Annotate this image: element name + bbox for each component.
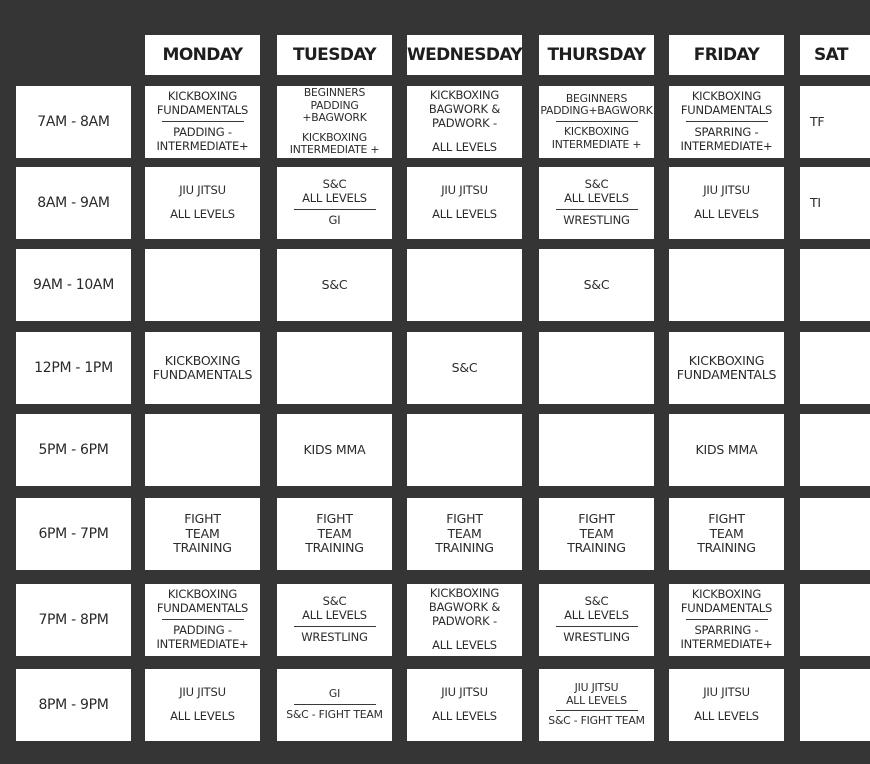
class-slot-thursday-7am-8am — [539, 86, 654, 158]
class-name: S&C — [451, 359, 478, 375]
empty-slot-wednesday-9am-10am — [407, 249, 522, 321]
class-divider — [686, 121, 768, 123]
class-name: S&C - FIGHT TEAM — [286, 708, 383, 722]
day-header-monday — [145, 35, 260, 75]
class-name: KICKBOXING INTERMEDIATE + — [551, 125, 642, 151]
class-slot-wednesday-8am-9am — [407, 167, 522, 239]
class-slot-wednesday-6pm-7pm — [407, 498, 522, 570]
class-name: FIGHT TEAM TRAINING — [305, 511, 364, 556]
day-label: TUESDAY — [292, 45, 376, 65]
class-slot-monday-8am-9am — [145, 167, 260, 239]
class-name: KICKBOXING INTERMEDIATE + — [289, 130, 380, 157]
empty-slot-thursday-12pm-1pm — [539, 332, 654, 404]
class-name: GI — [328, 687, 341, 701]
time-label: 7AM - 8AM — [37, 114, 110, 130]
class-name: S&C ALL LEVELS — [302, 177, 367, 205]
class-name: JIU JITSU — [179, 183, 226, 198]
time-label: 12PM - 1PM — [34, 360, 113, 376]
class-name: S&C ALL LEVELS — [564, 594, 629, 622]
day-label: FRIDAY — [693, 45, 760, 65]
empty-slot-friday-9am-10am — [669, 249, 784, 321]
class-divider — [162, 619, 244, 621]
class-divider — [556, 626, 638, 628]
class-slot-wednesday-7pm-8pm — [407, 584, 522, 656]
empty-slot-tuesday-12pm-1pm — [277, 332, 392, 404]
time-label: 8AM - 9AM — [37, 195, 110, 211]
class-name: FIGHT TEAM TRAINING — [173, 511, 232, 556]
class-name: S&C - FIGHT TEAM — [548, 714, 645, 728]
empty-slot-sat-12pm-1pm — [800, 332, 870, 404]
class-slot-friday-5pm-6pm — [669, 414, 784, 486]
class-divider — [162, 121, 244, 123]
time-label: 5PM - 6PM — [38, 442, 109, 458]
empty-slot-sat-7pm-8pm — [800, 584, 870, 656]
class-name: ALL LEVELS — [170, 207, 235, 221]
class-name: KICKBOXING FUNDAMENTALS — [152, 352, 253, 382]
class-slot-wednesday-12pm-1pm — [407, 332, 522, 404]
class-name: ALL LEVELS — [432, 139, 497, 154]
class-name: KIDS MMA — [695, 441, 758, 457]
class-slot-friday-6pm-7pm — [669, 498, 784, 570]
class-slot-thursday-8pm-9pm — [539, 669, 654, 741]
class-name: TI — [810, 194, 821, 210]
time-slot-8pm-9pm — [16, 669, 131, 741]
class-name: ALL LEVELS — [432, 207, 497, 221]
class-name: BEGINNERS PADDING+BAGWORK — [540, 91, 653, 118]
class-divider — [294, 626, 376, 628]
empty-slot-monday-5pm-6pm — [145, 414, 260, 486]
class-name: KICKBOXING FUNDAMENTALS — [680, 89, 773, 117]
class-slot-tuesday-6pm-7pm — [277, 498, 392, 570]
empty-slot-sat-8pm-9pm — [800, 669, 870, 741]
day-header-wednesday — [407, 35, 522, 75]
class-name: SPARRING - INTERMEDIATE+ — [680, 623, 773, 652]
class-slot-friday-7am-8am — [669, 86, 784, 158]
time-slot-6pm-7pm — [16, 498, 131, 570]
class-divider — [556, 710, 638, 712]
class-slot-tuesday-8pm-9pm — [277, 669, 392, 741]
class-slot-wednesday-8pm-9pm — [407, 669, 522, 741]
day-header-sat — [800, 35, 870, 75]
class-slot-thursday-9am-10am — [539, 249, 654, 321]
class-name: ALL LEVELS — [432, 637, 497, 652]
class-slot-monday-8pm-9pm — [145, 669, 260, 741]
day-label: WEDNESDAY — [406, 45, 523, 65]
class-divider — [686, 619, 768, 621]
time-slot-7pm-8pm — [16, 584, 131, 656]
class-slot-wednesday-7am-8am — [407, 86, 522, 158]
class-slot-monday-7pm-8pm — [145, 584, 260, 656]
class-slot-monday-6pm-7pm — [145, 498, 260, 570]
class-name: WRESTLING — [301, 630, 368, 645]
empty-slot-sat-5pm-6pm — [800, 414, 870, 486]
class-slot-friday-12pm-1pm — [669, 332, 784, 404]
class-name: PADDING - INTERMEDIATE+ — [156, 125, 249, 154]
class-name: KICKBOXING FUNDAMENTALS — [680, 587, 773, 615]
day-label: MONDAY — [162, 45, 243, 65]
class-slot-sat-8am-9am — [800, 167, 870, 239]
class-name: KICKBOXING FUNDAMENTALS — [156, 587, 249, 615]
class-slot-thursday-8am-9am — [539, 167, 654, 239]
class-name: ALL LEVELS — [170, 709, 235, 723]
time-slot-9am-10am — [16, 249, 131, 321]
class-slot-thursday-6pm-7pm — [539, 498, 654, 570]
class-name: TF — [810, 113, 825, 129]
class-name: S&C ALL LEVELS — [302, 594, 367, 622]
class-slot-friday-7pm-8pm — [669, 584, 784, 656]
class-slot-tuesday-8am-9am — [277, 167, 392, 239]
class-name: ALL LEVELS — [694, 207, 759, 221]
class-name: WRESTLING — [563, 630, 630, 645]
class-slot-friday-8pm-9pm — [669, 669, 784, 741]
class-slot-monday-12pm-1pm — [145, 332, 260, 404]
class-name: JIU JITSU — [441, 685, 488, 700]
class-name: KICKBOXING FUNDAMENTALS — [676, 352, 777, 382]
time-slot-7am-8am — [16, 86, 131, 158]
class-slot-tuesday-9am-10am — [277, 249, 392, 321]
class-divider — [556, 121, 638, 123]
class-name: S&C — [321, 276, 348, 292]
class-name: FIGHT TEAM TRAINING — [697, 511, 756, 556]
class-name: JIU JITSU — [703, 685, 750, 700]
class-name: JIU JITSU — [441, 183, 488, 198]
class-name: PADDING - INTERMEDIATE+ — [156, 623, 249, 652]
day-header-tuesday — [277, 35, 392, 75]
class-name: JIU JITSU — [703, 183, 750, 198]
class-name: FIGHT TEAM TRAINING — [435, 511, 494, 556]
time-slot-12pm-1pm — [16, 332, 131, 404]
day-label: THURSDAY — [547, 45, 646, 65]
class-name: WRESTLING — [563, 213, 630, 228]
class-slot-sat-7am-8am — [800, 86, 870, 158]
class-name: KIDS MMA — [303, 441, 366, 457]
class-name: ALL LEVELS — [432, 709, 497, 723]
class-slot-thursday-7pm-8pm — [539, 584, 654, 656]
empty-slot-monday-9am-10am — [145, 249, 260, 321]
class-slot-tuesday-7pm-8pm — [277, 584, 392, 656]
class-name: S&C ALL LEVELS — [564, 177, 629, 205]
class-name: BEGINNERS PADDING +BAGWORK — [302, 86, 367, 125]
empty-slot-thursday-5pm-6pm — [539, 414, 654, 486]
day-header-friday — [669, 35, 784, 75]
class-divider — [556, 209, 638, 211]
class-slot-tuesday-5pm-6pm — [277, 414, 392, 486]
time-label: 9AM - 10AM — [33, 277, 114, 293]
time-label: 6PM - 7PM — [38, 526, 109, 542]
empty-slot-wednesday-5pm-6pm — [407, 414, 522, 486]
empty-slot-sat-9am-10am — [800, 249, 870, 321]
class-name: SPARRING - INTERMEDIATE+ — [680, 125, 773, 154]
class-slot-friday-8am-9am — [669, 167, 784, 239]
time-slot-5pm-6pm — [16, 414, 131, 486]
time-label: 8PM - 9PM — [38, 697, 109, 713]
class-name: KICKBOXING FUNDAMENTALS — [156, 89, 249, 117]
class-name: JIU JITSU — [179, 685, 226, 700]
class-name: S&C — [583, 276, 610, 292]
time-label: 7PM - 8PM — [38, 612, 109, 628]
day-label: SAT — [814, 45, 848, 65]
class-slot-tuesday-7am-8am — [277, 86, 392, 158]
class-name: JIU JITSU ALL LEVELS — [566, 681, 627, 707]
time-slot-8am-9am — [16, 167, 131, 239]
class-name: KICKBOXING BAGWORK & PADWORK - — [428, 88, 501, 130]
empty-slot-sat-6pm-7pm — [800, 498, 870, 570]
day-header-thursday — [539, 35, 654, 75]
class-name: FIGHT TEAM TRAINING — [567, 511, 626, 556]
class-name: GI — [328, 213, 341, 228]
class-slot-monday-7am-8am — [145, 86, 260, 158]
class-divider — [294, 704, 376, 706]
class-name: KICKBOXING BAGWORK & PADWORK - — [428, 586, 501, 628]
class-name: ALL LEVELS — [694, 709, 759, 723]
class-divider — [294, 209, 376, 211]
